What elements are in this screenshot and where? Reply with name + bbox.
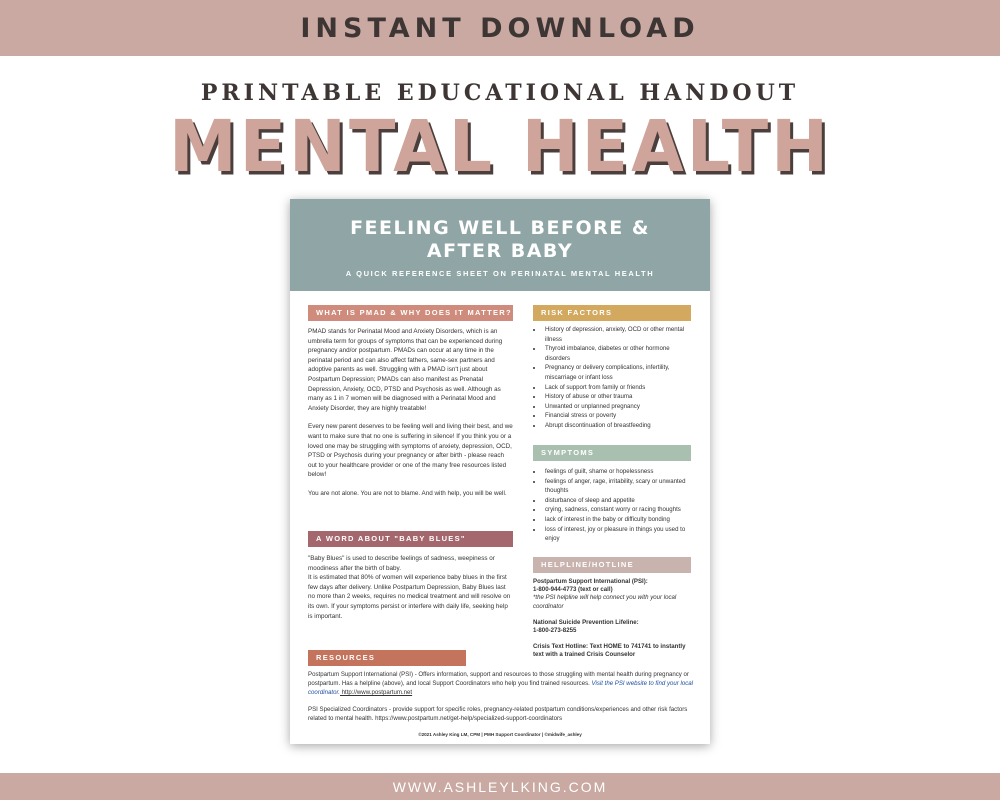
pmad-paragraph-3: You are not alone. You are not to blame. And with help, you will be well. — [308, 489, 507, 497]
list-item: • Thyroid imbalance, diabetes or other hormone disorders — [543, 344, 691, 363]
helpline-body — [533, 578, 691, 660]
list-item: • loss of interest, joy or pleasure in things you used to enjoy — [543, 525, 691, 544]
resources-body — [308, 670, 694, 723]
list-item: • feelings of guilt, shame or hopelessness — [543, 467, 691, 477]
website-url[interactable]: WWW.ASHLEYLKING.COM — [392, 778, 608, 795]
pmad-paragraph-2: Every new parent deserves to be feeling well and living their best, and we want to make sure that no one is suffering in silence! If you think you or a loved one may be struggling with symptoms of anxiety, depression, OCD, PTSD or Psychosis during your pregnancy or after birth - please reach out to your healthcare provider or one of the many free resources listed below! — [308, 423, 513, 479]
instant-download-label: INSTANT DOWNLOAD — [300, 12, 700, 44]
list-item: • disturbance of sleep and appetite — [543, 496, 691, 506]
baby-blues-paragraph-1: "Baby Blues" is used to describe feelings of sadness, weepiness or moodiness after the birth of baby. — [308, 555, 495, 572]
list-item: • Financial stress or poverty — [543, 411, 691, 421]
promo-subtitle: PRINTABLE EDUCATIONAL HANDOUT — [200, 80, 800, 106]
list-item: • Abrupt discontinuation of breastfeeding — [543, 421, 691, 431]
psi-url: http://www.postpartum.net — [339, 689, 413, 696]
list-item: • History of depression, anxiety, OCD or other mental illness — [543, 325, 691, 344]
nspl-phone: 1-800-273-8255 — [533, 627, 577, 635]
helpline-heading: HELPLINE/HOTLINE — [533, 557, 691, 573]
list-item: • feelings of anger, rage, irritability, scary or unwanted thoughts — [543, 477, 691, 496]
bottom-banner — [0, 773, 1000, 800]
handout-subtitle: A QUICK REFERENCE SHEET ON PERINATAL MENTAL HEALTH — [345, 269, 655, 278]
top-banner — [0, 0, 1000, 56]
handout-preview — [290, 199, 710, 744]
psi-name: Postpartum Support International (PSI): — [533, 578, 648, 585]
psi-note: *the PSI helpline will help connect you with your local coordinator — [533, 594, 677, 610]
resource-psi — [308, 670, 694, 697]
list-item: • Pregnancy or delivery complications, infertility, miscarriage or infant loss — [543, 363, 691, 382]
list-item: • lack of interest in the baby or difficulty bonding — [543, 515, 691, 525]
handout-title-line1: FEELING WELL BEFORE & — [350, 217, 650, 239]
handout-title — [290, 217, 710, 263]
crisis-text-line: Crisis Text Hotline: Text HOME to 741741 to instantly text with a trained Crisis Counselor — [533, 643, 686, 659]
symptoms-heading: SYMPTOMS — [533, 445, 691, 461]
psi-coordinator-link[interactable]: Visit the PSI website to find your local coordinator. — [308, 680, 694, 696]
nspl-name: National Suicide Prevention Lifeline: — [533, 618, 639, 626]
baby-blues-body — [308, 554, 513, 621]
psi-phone: 1-800-944-4773 (text or call) — [533, 586, 613, 594]
pmad-paragraph-1: PMAD stands for Perinatal Mood and Anxiety Disorders, which is an umbrella term for groups of symptoms that can be experienced during pregnancy and/or postpartum. PMADs can occur at any time in the perinatal period and can also affect fathers, same-sex partners and adoptive parents as well. Struggling with a PMAD isn't just about Postpartum Depression; PMADs can also manifest as Prenatal Depression, Anxiety, OCD, PTSD and Psychosis as well. Although as many as 1 in 7 women will be diagnosed with a Perinatal Mood and Anxiety Disorder, they are highly treatable! — [308, 328, 503, 412]
list-item: • History of abuse or other trauma — [543, 392, 691, 402]
promo-title: MENTAL HEALTH — [168, 106, 832, 189]
handout-title-line2: AFTER BABY — [426, 240, 574, 262]
list-item: • Unwanted or unplanned pregnancy — [543, 402, 691, 412]
list-item: • crying, sadness, constant worry or racing thoughts — [543, 505, 691, 515]
pmad-body — [308, 327, 513, 508]
baby-blues-heading: A WORD ABOUT "BABY BLUES" — [308, 531, 513, 547]
risk-factors-heading: RISK FACTORS — [533, 305, 691, 321]
risk-factors-list — [533, 325, 691, 431]
symptoms-list — [533, 467, 691, 544]
resource-specialized-coordinators: PSI Specialized Coordinators - provide support for specific roles, pregnancy-related postpartum conditions/experiences and other risk factors related to mental health. https://www.postpartum.net/get-help/specialized-support-coordinators — [308, 706, 688, 722]
resources-heading: RESOURCES — [308, 650, 466, 666]
baby-blues-paragraph-2: It is estimated that 80% of women will experience baby blues in the first few days after delivery. Unlike Postpartum Depression, Baby Blues last no more than 2 weeks, requires no medical treatment and will resolve on its own. If your symptoms persist or interfere with daily life, seeking help is important. — [308, 574, 511, 620]
handout-footer: ©2021 Ashley King LM, CPM | PMH Support Coordinator | ©midwife_ashley — [418, 732, 582, 737]
resource-psi-text: Postpartum Support International (PSI) - Offers information, support and resources to those struggling with mental health during pregnancy or postpartum. Has a helpline (above), and local Support Coordinators who help you find trained resources. — [308, 671, 689, 687]
list-item: • Lack of support from family or friends — [543, 383, 691, 393]
pmad-heading: WHAT IS PMAD & WHY DOES IT MATTER? — [308, 305, 513, 321]
handout-header — [290, 199, 710, 291]
